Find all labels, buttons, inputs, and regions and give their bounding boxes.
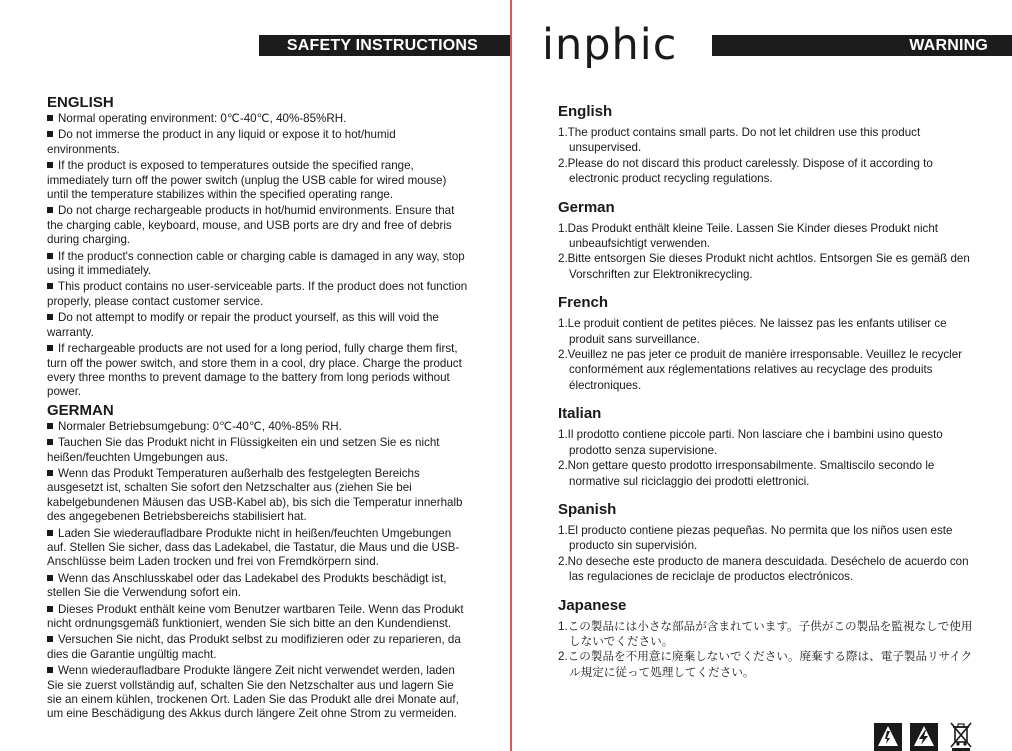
- lang-title: Spanish: [558, 500, 617, 518]
- list-item: 2.Bitte entsorgen Sie dieses Produkt nicht achtlos. Entsorgen Sie es gemäß den Vorschriften zur Elektronikrecycling.: [558, 252, 970, 281]
- german-safety-list: [47, 420, 470, 722]
- safety-content: [47, 94, 470, 724]
- warning-pictogram-icon: [874, 721, 902, 751]
- warning-list: [558, 125, 978, 187]
- bullet-square-icon: [47, 667, 53, 673]
- list-item: 1.Le produit contient de petites pièces. Ne laissez pas les enfants utiliser ce produit sans surveillance.: [558, 317, 947, 346]
- safety-instructions-banner: SAFETY INSTRUCTIONS: [259, 35, 510, 56]
- list-item: Wenn das Anschlusskabel oder das Ladekabel des Produkts beschädigt ist, stellen Sie die Verwendung sofort ein.: [47, 571, 447, 600]
- bullet-square-icon: [47, 131, 53, 137]
- bullet-square-icon: [47, 606, 53, 612]
- warning-banner: WARNING: [712, 35, 1012, 56]
- list-item: Normaler Betriebsumgebung: 0℃-40℃, 40%-85% RH.: [47, 420, 470, 434]
- bullet-square-icon: [47, 207, 53, 213]
- bullet-square-icon: [47, 530, 53, 536]
- lang-title: French: [558, 294, 609, 312]
- warning-pictogram-icon: [910, 721, 938, 751]
- bullet-square-icon: [47, 575, 53, 581]
- list-item: Tauchen Sie das Produkt nicht in Flüssigkeiten ein und setzen Sie es nicht heißen/feuchten Umgebungen aus.: [47, 436, 440, 464]
- list-item: Wenn wiederaufladbare Produkte längere Zeit nicht verwendet werden, laden Sie sie zuerst vollständig auf, schalten Sie den Netzschalter aus und lagern Sie sie an einem kühlen, trockenen Ort. Laden Sie das Produkt alle drei Monate auf, um eine Beschädigung des Akkus durch längere Zeit ohne Strom zu vermeiden.: [47, 664, 459, 721]
- section-title-english: ENGLISH: [47, 94, 114, 111]
- bullet-square-icon: [47, 283, 53, 289]
- list-item: Normal operating environment: 0℃-40℃, 40%-85%RH.: [47, 112, 470, 126]
- list-item: 2.Please do not discard this product carelessly. Dispose of it according to electronic product recycling regulations.: [558, 156, 933, 186]
- list-item: 1.El producto contiene piezas pequeñas. No permita que los niños usen este producto sin supervisión.: [558, 523, 953, 553]
- list-item: 2.No deseche este producto de manera descuidada. Deséchelo de acuerdo con las regulaciones de reciclaje de productos electrónicos.: [558, 554, 969, 584]
- bullet-square-icon: [47, 253, 53, 259]
- warning-list: [558, 221, 978, 283]
- lang-block-spanish: [558, 500, 978, 585]
- bullet-square-icon: [47, 636, 53, 642]
- bullet-square-icon: [47, 439, 53, 445]
- bullet-square-icon: [47, 314, 53, 320]
- list-item: Dieses Produkt enthält keine vom Benutzer wartbaren Teile. Wenn das Produkt nicht ordnungsgemäß funktioniert, wenden Sie sich bitte an den Kundendienst.: [47, 602, 464, 630]
- warning-list: [558, 619, 978, 681]
- list-item: This product contains no user-serviceable parts. If the product does not function properly, please contact customer service.: [47, 280, 468, 308]
- list-item: 1.Das Produkt enthält kleine Teile. Lassen Sie Kinder dieses Produkt nicht unbeaufsichtigt verwenden.: [558, 221, 939, 251]
- list-item: 1.Il prodotto contiene piccole parti. Non lasciare che i bambini usino questo prodotto senza supervisione.: [558, 428, 943, 457]
- lang-block-french: [558, 293, 978, 393]
- list-item: 1.The product contains small parts. Do not let children use this product unsupervised.: [558, 126, 921, 155]
- bullet-square-icon: [47, 345, 53, 351]
- warning-list: [558, 523, 978, 585]
- warning-list: [558, 427, 978, 489]
- list-item: Do not attempt to modify or repair the product yourself, as this will void the warranty.: [47, 311, 439, 339]
- lang-title: English: [558, 103, 613, 120]
- list-item: 2.Non gettare questo prodotto irresponsabilmente. Smaltiscilo secondo le normative sul riciclaggio dei prodotti elettronici.: [558, 459, 935, 488]
- warning-list: [558, 316, 978, 393]
- list-item: 2.この製品を不用意に廃棄しないでください。廃棄する際は、電子製品リサイクル規定に従って処理してください。: [558, 650, 973, 679]
- lang-title: Japanese: [558, 596, 627, 614]
- right-page: [512, 0, 1012, 751]
- english-safety-list: [47, 112, 470, 400]
- warning-content: [558, 102, 978, 691]
- bullet-square-icon: [47, 423, 53, 429]
- list-item: If rechargeable products are not used for a long period, fully charge them first, turn off the power switch, and store them in a cool, dry place. Charge the product every three months to prevent damage to the battery from long periods without power.: [47, 342, 462, 399]
- lang-block-german: [558, 198, 978, 283]
- lang-block-japanese: [558, 596, 978, 681]
- list-item: Laden Sie wiederaufladbare Produkte nicht in heißen/feuchten Umgebungen auf. Stellen Sie sicher, dass das Ladekabel, die Tastatur, die Maus und die USB-Anschlüsse beim Laden trocken und frei von Fremdkörpern sind.: [47, 526, 460, 569]
- list-item: If the product's connection cable or charging cable is damaged in any way, stop using it immediately.: [47, 249, 465, 278]
- list-item: If the product is exposed to temperatures outside the specified range, immediately turn off the power switch (unplug the USB cable for wired mouse) until the temperature stabilizes within the specified operating range.: [47, 159, 447, 202]
- brand-logo: inphic: [542, 20, 678, 70]
- list-item: Wenn das Produkt Temperaturen außerhalb des festgelegten Bereichs ausgesetzt ist, schalten Sie sofort den Netzschalter aus (ziehen Sie bei kabelgebundenen Mäusen das USB-Kabel ab), bis sich die Temperatur innerhalb des angegebenen Betriebsbereichs stabilisiert hat.: [47, 466, 463, 524]
- lang-title: Italian: [558, 405, 602, 423]
- section-title-german: GERMAN: [47, 401, 114, 419]
- list-item: 2.Veuillez ne pas jeter ce produit de manière irresponsable. Veuillez le recycler conformément aux réglementations relatives au recyclage des produits électroniques.: [558, 348, 963, 392]
- lang-title: German: [558, 198, 615, 216]
- crossed-out-bin-icon: [948, 721, 974, 751]
- list-item: Versuchen Sie nicht, das Produkt selbst zu modifizieren oder zu reparieren, da dies die Garantie ungültig macht.: [47, 633, 461, 661]
- bullet-square-icon: [47, 162, 53, 168]
- bullet-square-icon: [47, 115, 53, 121]
- lang-block-italian: [558, 404, 978, 489]
- lang-block-english: [558, 102, 978, 187]
- list-item: Do not charge rechargeable products in hot/humid environments. Ensure that the charging cable, keyboard, mouse, and USB ports are dry and free of debris during charging.: [47, 204, 455, 247]
- list-item: Do not immerse the product in any liquid or expose it to hot/humid environments.: [47, 128, 396, 156]
- list-item: 1.この製品には小さな部品が含まれています。子供がこの製品を監視なしで使用しないでください。: [558, 619, 973, 648]
- bullet-square-icon: [47, 470, 53, 476]
